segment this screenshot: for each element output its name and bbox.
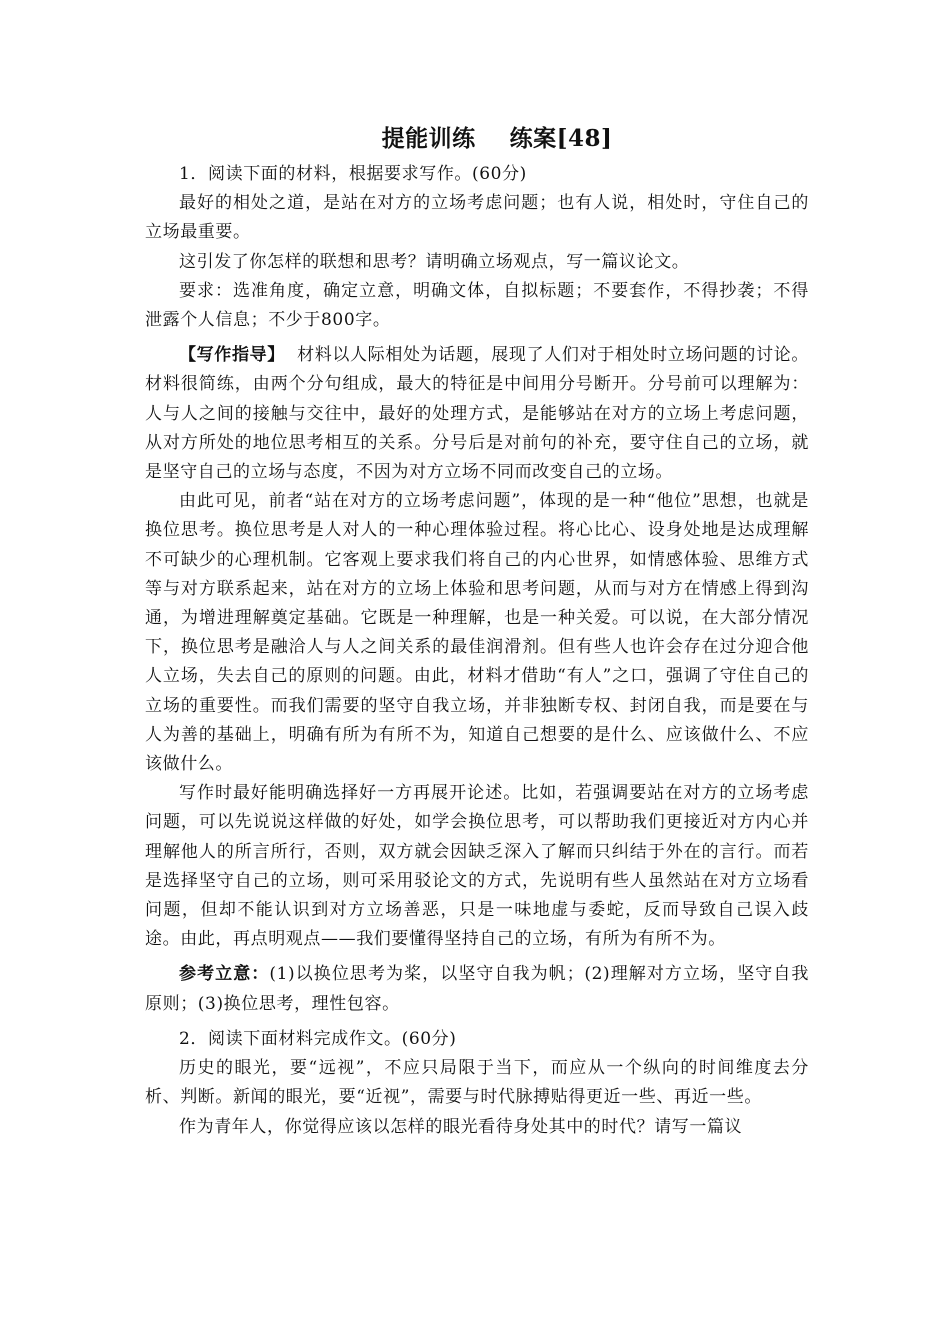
writing-guide-paragraph-2: 由此可见，前者“站在对方的立场考虑问题”，体现的是一种“他位”思想，也就是换位思考。换位思考是人对人的一种心理体验过程。将心比心、设身处地是达成理解不可缺少的心理机制。它客观上要求我们将自己的内心世界，如情感体验、思维方式等与对方联系起来，站在对方的立场上体验和思考问题，从而与对方在情感上得到沟通，为增进理解奠定基础。它既是一种理解，也是一种关爱。可以说，在大部分情况下，换位思考是融洽人与人之间关系的最佳润滑剂。但有些人也许会存在过分迎合他人立场，失去自己的原则的问题。由此，材料才借助“有人”之口，强调了守住自己的立场的重要性。而我们需要的坚守自我立场，并非独断专权、封闭自我，而是要在与人为善的基础上，明确有所为有所不为，知道自己想要的是什么、应该做什么、不应该做什么。 <box>145 491 809 775</box>
writing-guide-label: 【写作指导】 <box>179 345 285 366</box>
question-2-prompt: 2．阅读下面材料完成作文。(60分) <box>179 1028 457 1049</box>
title-main: 提能训练 <box>381 125 476 152</box>
question-2-material: 历史的眼光，要“远视”，不应只局限于当下，而应从一个纵向的时间维度去分析、判断。新闻的眼光，要“近视”，需要与时代脉搏贴得更近一些、再近一些。 <box>145 1058 809 1108</box>
title-sub: 练案[48] <box>509 125 613 152</box>
document-page <box>145 120 809 1142</box>
question-1-material: 最好的相处之道，是站在对方的立场考虑问题；也有人说，相处时，守住自己的立场最重要。 <box>145 193 809 243</box>
reference-ideas <box>145 960 809 1018</box>
writing-guide-paragraph-3: 写作时最好能明确选择好一方再展开论述。比如，若强调要站在对方的立场考虑问题，可以先说说这样做的好处，如学会换位思考，可以帮助我们更接近对方内心并理解他人的所言所行，否则，双方就会因缺乏深入了解而只纠结于外在的言行。而若是选择坚守自己的立场，则可采用驳论文的方式，先说明有些人虽然站在对方立场看问题，但却不能认识到对方立场善恶，只是一味地虚与委蛇，反而导致自己误入歧途。由此，再点明观点——我们要懂得坚持自己的立场，有所为有所不为。 <box>145 783 809 950</box>
reference-ideas-text: (1)以换位思考为桨，以坚守自我为帆；(2)理解对方立场，坚守自我原则；(3)换位思考，理性包容。 <box>145 964 810 1014</box>
question-1-requirements: 要求：选准角度，确定立意，明确文体，自拟标题；不要套作，不得抄袭；不得泄露个人信息；不少于800字。 <box>145 280 809 331</box>
page-title <box>145 120 809 158</box>
writing-guide-text-1: 材料以人际相处为话题，展现了人们对于相处时立场问题的讨论。材料很简练，由两个分句组成，最大的特征是中间用分号断开。分号前可以理解为：人与人之间的接触与交往中，最好的处理方式，是能够站在对方的立场上考虑问题，从对方所处的地位思考相互的关系。分号后是对前句的补充，要守住自己的立场，就是坚守自己的立场与态度，不因为对方立场不同而改变自己的立场。 <box>145 345 809 483</box>
question-1-prompt: 1．阅读下面的材料，根据要求写作。(60分) <box>179 164 527 184</box>
writing-guide-paragraph-1 <box>145 341 809 487</box>
question-1-task: 这引发了你怎样的联想和思考？请明确立场观点，写一篇议论文。 <box>179 251 690 272</box>
reference-ideas-label: 参考立意： <box>179 964 270 985</box>
question-2-task: 作为青年人，你觉得应该以怎样的眼光看待身处其中的时代？请写一篇议 <box>179 1116 743 1137</box>
